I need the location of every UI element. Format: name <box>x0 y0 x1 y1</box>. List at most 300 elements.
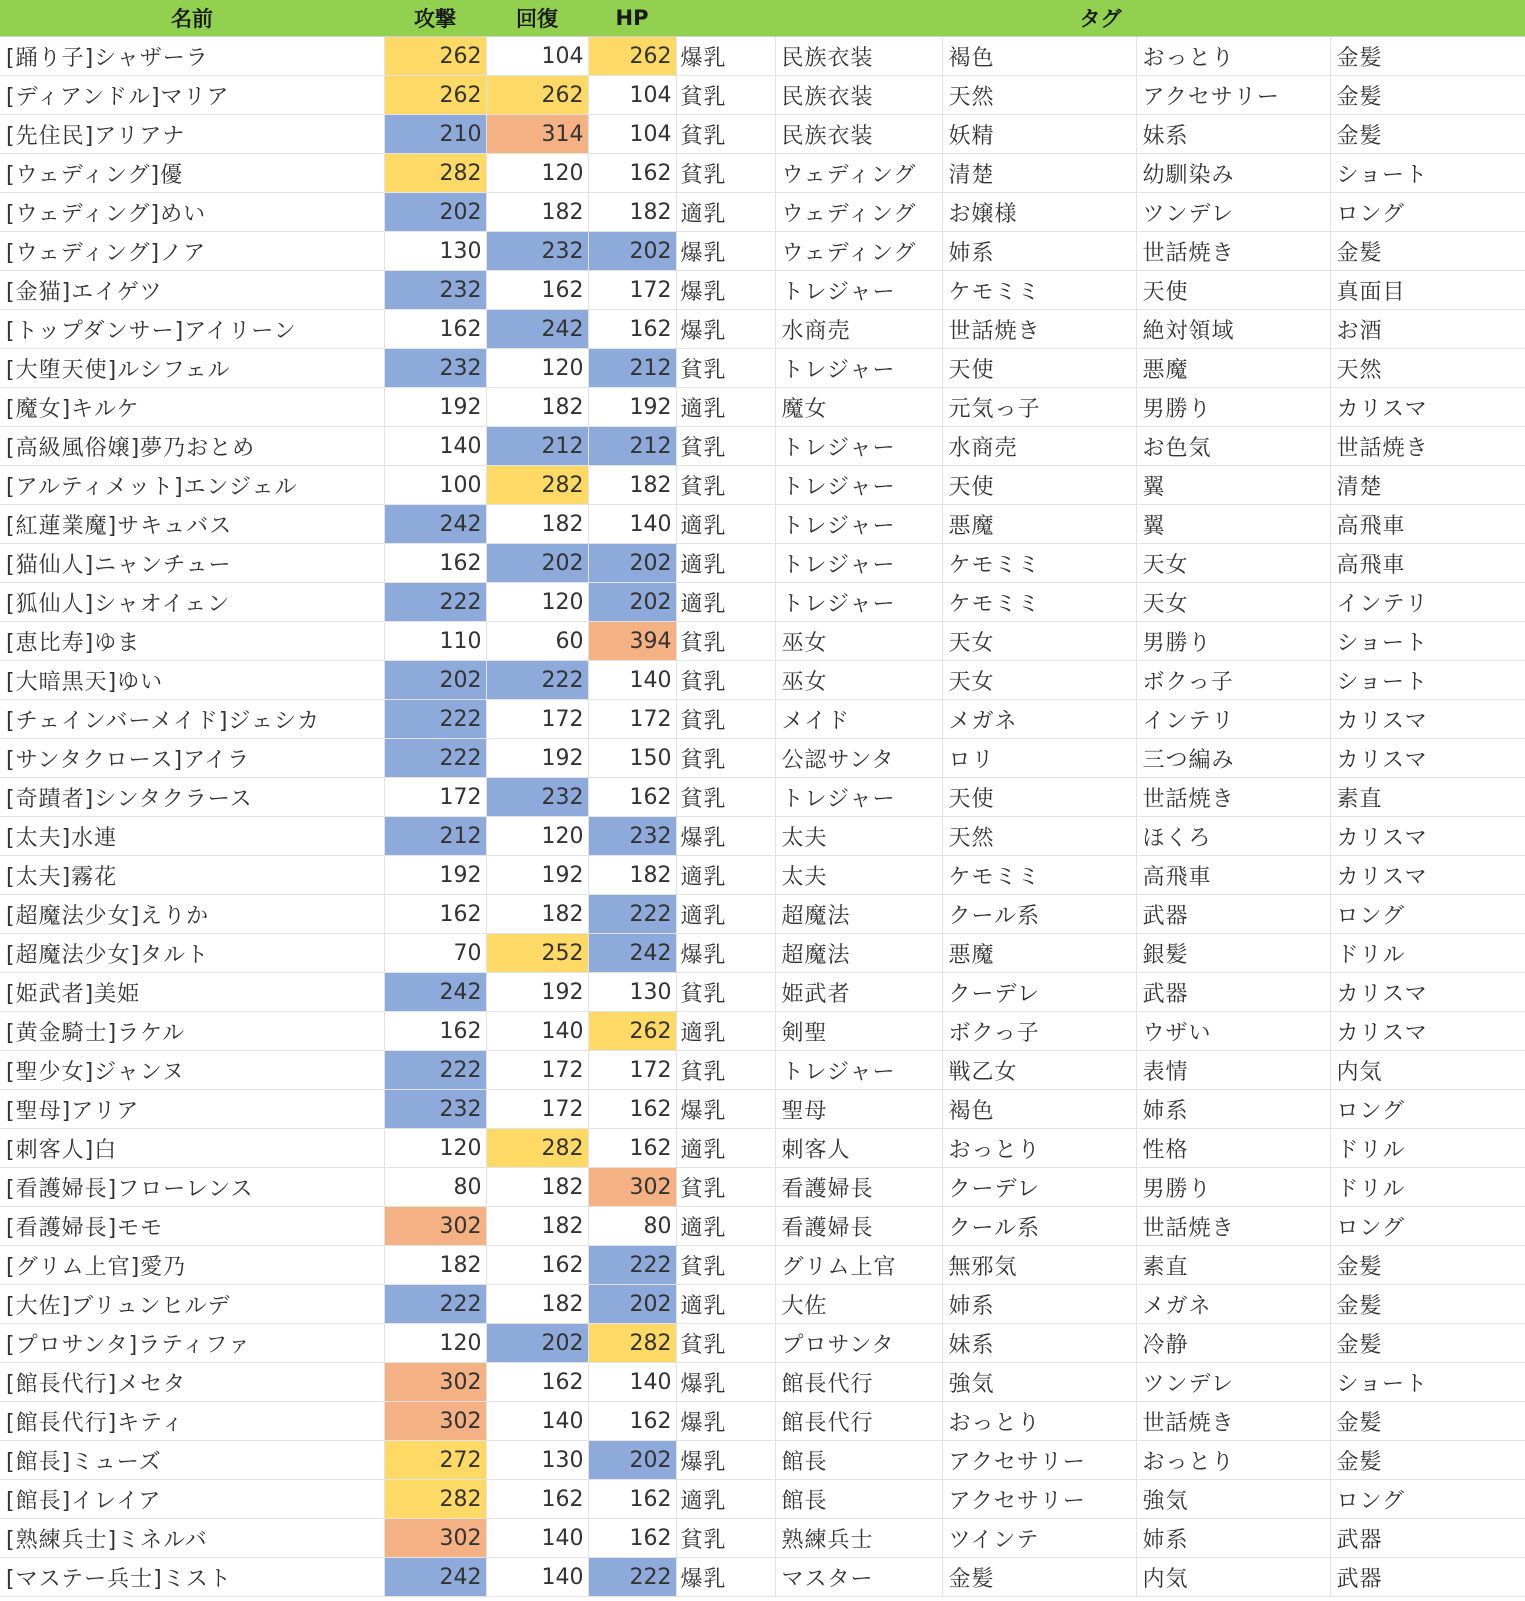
cell-heal[interactable]: 120 <box>486 817 588 856</box>
cell-hp[interactable]: 302 <box>588 1168 676 1207</box>
cell-tag-2[interactable]: クール系 <box>942 895 1136 934</box>
cell-tag-1[interactable]: 民族衣装 <box>775 37 942 76</box>
cell-tag-3[interactable]: 内気 <box>1136 1558 1330 1597</box>
cell-heal[interactable]: 182 <box>486 1168 588 1207</box>
cell-tag-4[interactable]: 高飛車 <box>1330 505 1525 544</box>
cell-hp[interactable]: 192 <box>588 388 676 427</box>
cell-name[interactable]: [金猫]エイゲツ <box>0 271 384 310</box>
cell-tag-2[interactable]: 姉系 <box>942 1285 1136 1324</box>
cell-atk[interactable]: 282 <box>384 154 486 193</box>
cell-tag-1[interactable]: トレジャー <box>775 778 942 817</box>
cell-hp[interactable]: 172 <box>588 700 676 739</box>
cell-bust[interactable]: 爆乳 <box>676 1558 775 1597</box>
cell-atk[interactable]: 192 <box>384 388 486 427</box>
cell-tag-1[interactable]: マスター <box>775 1558 942 1597</box>
cell-heal[interactable]: 262 <box>486 76 588 115</box>
cell-tag-2[interactable]: 褐色 <box>942 37 1136 76</box>
cell-atk[interactable]: 242 <box>384 505 486 544</box>
cell-tag-4[interactable]: ロング <box>1330 193 1525 232</box>
cell-tag-4[interactable]: 内気 <box>1330 1051 1525 1090</box>
cell-tag-1[interactable]: 館長 <box>775 1441 942 1480</box>
cell-tag-3[interactable]: ボクっ子 <box>1136 661 1330 700</box>
cell-name[interactable]: [奇蹟者]シンタクラース <box>0 778 384 817</box>
cell-tag-4[interactable]: ロング <box>1330 1480 1525 1519</box>
cell-tag-1[interactable]: 魔女 <box>775 388 942 427</box>
cell-name[interactable]: [狐仙人]シャオイェン <box>0 583 384 622</box>
cell-heal[interactable]: 120 <box>486 349 588 388</box>
cell-tag-1[interactable]: 超魔法 <box>775 934 942 973</box>
cell-hp[interactable]: 394 <box>588 622 676 661</box>
cell-tag-2[interactable]: クーデレ <box>942 973 1136 1012</box>
cell-tag-1[interactable]: 太夫 <box>775 856 942 895</box>
cell-tag-4[interactable]: カリスマ <box>1330 739 1525 778</box>
cell-tag-3[interactable]: 幼馴染み <box>1136 154 1330 193</box>
header-heal[interactable]: 回復 <box>486 0 588 37</box>
cell-tag-3[interactable]: 男勝り <box>1136 1168 1330 1207</box>
cell-tag-4[interactable]: 金髪 <box>1330 232 1525 271</box>
cell-tag-3[interactable]: 男勝り <box>1136 622 1330 661</box>
cell-bust[interactable]: 適乳 <box>676 388 775 427</box>
cell-atk[interactable]: 192 <box>384 856 486 895</box>
cell-hp[interactable]: 222 <box>588 895 676 934</box>
cell-hp[interactable]: 130 <box>588 973 676 1012</box>
cell-tag-4[interactable]: 武器 <box>1330 1519 1525 1558</box>
cell-heal[interactable]: 140 <box>486 1558 588 1597</box>
cell-atk[interactable]: 100 <box>384 466 486 505</box>
cell-tag-4[interactable]: 金髪 <box>1330 1285 1525 1324</box>
cell-name[interactable]: [館長代行]キティ <box>0 1402 384 1441</box>
cell-atk[interactable]: 120 <box>384 1324 486 1363</box>
cell-atk[interactable]: 222 <box>384 1285 486 1324</box>
cell-heal[interactable]: 130 <box>486 1441 588 1480</box>
header-tags[interactable]: タグ <box>676 0 1525 37</box>
cell-heal[interactable]: 162 <box>486 1363 588 1402</box>
cell-tag-1[interactable]: 聖母 <box>775 1090 942 1129</box>
cell-tag-1[interactable]: トレジャー <box>775 466 942 505</box>
cell-atk[interactable]: 222 <box>384 739 486 778</box>
cell-hp[interactable]: 202 <box>588 1285 676 1324</box>
cell-tag-2[interactable]: 戦乙女 <box>942 1051 1136 1090</box>
cell-heal[interactable]: 182 <box>486 388 588 427</box>
cell-atk[interactable]: 222 <box>384 700 486 739</box>
cell-tag-2[interactable]: 元気っ子 <box>942 388 1136 427</box>
cell-tag-3[interactable]: 男勝り <box>1136 388 1330 427</box>
cell-bust[interactable]: 貧乳 <box>676 622 775 661</box>
cell-tag-4[interactable]: ロング <box>1330 1090 1525 1129</box>
header-name[interactable]: 名前 <box>0 0 384 37</box>
cell-heal[interactable]: 252 <box>486 934 588 973</box>
cell-bust[interactable]: 貧乳 <box>676 1051 775 1090</box>
cell-atk[interactable]: 162 <box>384 310 486 349</box>
cell-name[interactable]: [黄金騎士]ラケル <box>0 1012 384 1051</box>
cell-name[interactable]: [トップダンサー]アイリーン <box>0 310 384 349</box>
cell-tag-3[interactable]: 銀髪 <box>1136 934 1330 973</box>
cell-tag-3[interactable]: 絶対領域 <box>1136 310 1330 349</box>
cell-heal[interactable]: 202 <box>486 544 588 583</box>
header-attack[interactable]: 攻撃 <box>384 0 486 37</box>
cell-name[interactable]: [ディアンドル]マリア <box>0 76 384 115</box>
cell-tag-1[interactable]: 館長 <box>775 1480 942 1519</box>
cell-tag-4[interactable]: カリスマ <box>1330 817 1525 856</box>
cell-tag-4[interactable]: カリスマ <box>1330 1012 1525 1051</box>
cell-name[interactable]: [館長代行]メセタ <box>0 1363 384 1402</box>
cell-tag-1[interactable]: 館長代行 <box>775 1402 942 1441</box>
cell-tag-3[interactable]: 世話焼き <box>1136 1207 1330 1246</box>
cell-heal[interactable]: 140 <box>486 1519 588 1558</box>
cell-hp[interactable]: 242 <box>588 934 676 973</box>
cell-bust[interactable]: 貧乳 <box>676 466 775 505</box>
cell-tag-3[interactable]: ツンデレ <box>1136 193 1330 232</box>
cell-bust[interactable]: 爆乳 <box>676 1363 775 1402</box>
cell-hp[interactable]: 140 <box>588 505 676 544</box>
cell-atk[interactable]: 232 <box>384 271 486 310</box>
cell-heal[interactable]: 182 <box>486 1285 588 1324</box>
cell-tag-4[interactable]: カリスマ <box>1330 973 1525 1012</box>
cell-atk[interactable]: 302 <box>384 1363 486 1402</box>
cell-name[interactable]: [刺客人]白 <box>0 1129 384 1168</box>
cell-bust[interactable]: 爆乳 <box>676 232 775 271</box>
cell-tag-2[interactable]: 天然 <box>942 76 1136 115</box>
cell-tag-4[interactable]: ショート <box>1330 622 1525 661</box>
cell-name[interactable]: [太夫]霧花 <box>0 856 384 895</box>
cell-hp[interactable]: 162 <box>588 778 676 817</box>
cell-atk[interactable]: 110 <box>384 622 486 661</box>
cell-heal[interactable]: 222 <box>486 661 588 700</box>
cell-atk[interactable]: 210 <box>384 115 486 154</box>
cell-tag-1[interactable]: 超魔法 <box>775 895 942 934</box>
cell-tag-3[interactable]: ツンデレ <box>1136 1363 1330 1402</box>
cell-hp[interactable]: 202 <box>588 583 676 622</box>
cell-heal[interactable]: 120 <box>486 583 588 622</box>
cell-hp[interactable]: 162 <box>588 310 676 349</box>
cell-tag-1[interactable]: トレジャー <box>775 427 942 466</box>
cell-name[interactable]: [アルティメット]エンジェル <box>0 466 384 505</box>
cell-heal[interactable]: 282 <box>486 466 588 505</box>
cell-tag-1[interactable]: ウェディング <box>775 154 942 193</box>
cell-tag-1[interactable]: 看護婦長 <box>775 1168 942 1207</box>
cell-tag-3[interactable]: 素直 <box>1136 1246 1330 1285</box>
cell-tag-2[interactable]: 妹系 <box>942 1324 1136 1363</box>
cell-bust[interactable]: 爆乳 <box>676 934 775 973</box>
cell-tag-1[interactable]: ウェディング <box>775 232 942 271</box>
cell-bust[interactable]: 爆乳 <box>676 310 775 349</box>
cell-bust[interactable]: 貧乳 <box>676 427 775 466</box>
cell-tag-4[interactable]: 天然 <box>1330 349 1525 388</box>
cell-atk[interactable]: 242 <box>384 1558 486 1597</box>
cell-atk[interactable]: 262 <box>384 76 486 115</box>
cell-tag-2[interactable]: ロリ <box>942 739 1136 778</box>
cell-bust[interactable]: 爆乳 <box>676 1402 775 1441</box>
cell-tag-1[interactable]: トレジャー <box>775 505 942 544</box>
cell-name[interactable]: [プロサンタ]ラティファ <box>0 1324 384 1363</box>
cell-bust[interactable]: 適乳 <box>676 193 775 232</box>
cell-tag-1[interactable]: トレジャー <box>775 544 942 583</box>
cell-atk[interactable]: 202 <box>384 193 486 232</box>
cell-heal[interactable]: 104 <box>486 37 588 76</box>
cell-hp[interactable]: 212 <box>588 427 676 466</box>
cell-tag-1[interactable]: 民族衣装 <box>775 115 942 154</box>
cell-tag-1[interactable]: 巫女 <box>775 622 942 661</box>
cell-tag-3[interactable]: アクセサリー <box>1136 76 1330 115</box>
cell-hp[interactable]: 222 <box>588 1246 676 1285</box>
cell-hp[interactable]: 172 <box>588 1051 676 1090</box>
cell-tag-2[interactable]: 天女 <box>942 661 1136 700</box>
cell-bust[interactable]: 貧乳 <box>676 154 775 193</box>
cell-tag-1[interactable]: 太夫 <box>775 817 942 856</box>
cell-tag-2[interactable]: 姉系 <box>942 232 1136 271</box>
cell-name[interactable]: [ウェディング]めい <box>0 193 384 232</box>
cell-atk[interactable]: 162 <box>384 895 486 934</box>
cell-name[interactable]: [高級風俗嬢]夢乃おとめ <box>0 427 384 466</box>
cell-tag-3[interactable]: 世話焼き <box>1136 232 1330 271</box>
cell-heal[interactable]: 202 <box>486 1324 588 1363</box>
cell-tag-3[interactable]: おっとり <box>1136 37 1330 76</box>
cell-hp[interactable]: 262 <box>588 37 676 76</box>
cell-tag-4[interactable]: 世話焼き <box>1330 427 1525 466</box>
cell-hp[interactable]: 150 <box>588 739 676 778</box>
cell-bust[interactable]: 適乳 <box>676 1012 775 1051</box>
cell-tag-3[interactable]: 世話焼き <box>1136 778 1330 817</box>
cell-tag-2[interactable]: 悪魔 <box>942 505 1136 544</box>
cell-hp[interactable]: 202 <box>588 232 676 271</box>
cell-tag-3[interactable]: 冷静 <box>1136 1324 1330 1363</box>
cell-bust[interactable]: 爆乳 <box>676 271 775 310</box>
cell-bust[interactable]: 貧乳 <box>676 661 775 700</box>
cell-name[interactable]: [看護婦長]モモ <box>0 1207 384 1246</box>
cell-tag-1[interactable]: 熟練兵士 <box>775 1519 942 1558</box>
cell-hp[interactable]: 162 <box>588 1480 676 1519</box>
cell-heal[interactable]: 182 <box>486 1207 588 1246</box>
cell-atk[interactable]: 242 <box>384 973 486 1012</box>
cell-heal[interactable]: 212 <box>486 427 588 466</box>
cell-name[interactable]: [紅蓮業魔]サキュバス <box>0 505 384 544</box>
cell-tag-2[interactable]: ケモミミ <box>942 544 1136 583</box>
cell-bust[interactable]: 適乳 <box>676 1480 775 1519</box>
cell-hp[interactable]: 104 <box>588 115 676 154</box>
cell-tag-1[interactable]: 館長代行 <box>775 1363 942 1402</box>
cell-bust[interactable]: 貧乳 <box>676 349 775 388</box>
cell-hp[interactable]: 202 <box>588 544 676 583</box>
cell-tag-4[interactable]: 素直 <box>1330 778 1525 817</box>
cell-name[interactable]: [チェインバーメイド]ジェシカ <box>0 700 384 739</box>
cell-tag-1[interactable]: 水商売 <box>775 310 942 349</box>
cell-atk[interactable]: 302 <box>384 1519 486 1558</box>
cell-bust[interactable]: 爆乳 <box>676 1441 775 1480</box>
cell-hp[interactable]: 140 <box>588 1363 676 1402</box>
cell-tag-1[interactable]: トレジャー <box>775 583 942 622</box>
cell-tag-2[interactable]: おっとり <box>942 1402 1136 1441</box>
cell-tag-3[interactable]: 姉系 <box>1136 1090 1330 1129</box>
cell-name[interactable]: [踊り子]シャザーラ <box>0 37 384 76</box>
cell-heal[interactable]: 162 <box>486 1246 588 1285</box>
cell-name[interactable]: [熟練兵士]ミネルバ <box>0 1519 384 1558</box>
cell-atk[interactable]: 222 <box>384 583 486 622</box>
cell-tag-2[interactable]: クーデレ <box>942 1168 1136 1207</box>
cell-hp[interactable]: 212 <box>588 349 676 388</box>
cell-tag-3[interactable]: 天使 <box>1136 271 1330 310</box>
cell-bust[interactable]: 貧乳 <box>676 700 775 739</box>
cell-tag-3[interactable]: 世話焼き <box>1136 1402 1330 1441</box>
cell-atk[interactable]: 222 <box>384 1051 486 1090</box>
cell-tag-1[interactable]: 公認サンタ <box>775 739 942 778</box>
cell-hp[interactable]: 182 <box>588 193 676 232</box>
cell-name[interactable]: [超魔法少女]えりか <box>0 895 384 934</box>
cell-tag-4[interactable]: ドリル <box>1330 1129 1525 1168</box>
cell-tag-2[interactable]: 天使 <box>942 466 1136 505</box>
cell-atk[interactable]: 302 <box>384 1207 486 1246</box>
cell-bust[interactable]: 適乳 <box>676 1129 775 1168</box>
cell-atk[interactable]: 262 <box>384 37 486 76</box>
cell-tag-3[interactable]: 武器 <box>1136 895 1330 934</box>
cell-name[interactable]: [先住民]アリアナ <box>0 115 384 154</box>
cell-name[interactable]: [マステー兵士]ミスト <box>0 1558 384 1597</box>
cell-bust[interactable]: 貧乳 <box>676 115 775 154</box>
cell-heal[interactable]: 192 <box>486 856 588 895</box>
cell-tag-4[interactable]: 真面目 <box>1330 271 1525 310</box>
cell-tag-1[interactable]: グリム上官 <box>775 1246 942 1285</box>
cell-tag-1[interactable]: 姫武者 <box>775 973 942 1012</box>
cell-name[interactable]: [姫武者]美姫 <box>0 973 384 1012</box>
cell-tag-3[interactable]: 表情 <box>1136 1051 1330 1090</box>
cell-bust[interactable]: 適乳 <box>676 1207 775 1246</box>
cell-name[interactable]: [大堕天使]ルシフェル <box>0 349 384 388</box>
cell-tag-2[interactable]: 強気 <box>942 1363 1136 1402</box>
cell-atk[interactable]: 80 <box>384 1168 486 1207</box>
cell-tag-3[interactable]: 武器 <box>1136 973 1330 1012</box>
cell-hp[interactable]: 222 <box>588 1558 676 1597</box>
cell-tag-3[interactable]: 性格 <box>1136 1129 1330 1168</box>
cell-tag-4[interactable]: 高飛車 <box>1330 544 1525 583</box>
cell-tag-4[interactable]: ショート <box>1330 154 1525 193</box>
cell-hp[interactable]: 162 <box>588 1402 676 1441</box>
cell-tag-2[interactable]: 悪魔 <box>942 934 1136 973</box>
cell-tag-4[interactable]: インテリ <box>1330 583 1525 622</box>
cell-tag-3[interactable]: インテリ <box>1136 700 1330 739</box>
cell-tag-3[interactable]: おっとり <box>1136 1441 1330 1480</box>
cell-tag-3[interactable]: 姉系 <box>1136 1519 1330 1558</box>
cell-tag-4[interactable]: ロング <box>1330 1207 1525 1246</box>
cell-tag-2[interactable]: 褐色 <box>942 1090 1136 1129</box>
cell-tag-2[interactable]: ケモミミ <box>942 583 1136 622</box>
cell-tag-2[interactable]: アクセサリー <box>942 1480 1136 1519</box>
cell-tag-2[interactable]: 天女 <box>942 622 1136 661</box>
cell-name[interactable]: [魔女]キルケ <box>0 388 384 427</box>
cell-tag-4[interactable]: カリスマ <box>1330 388 1525 427</box>
cell-tag-1[interactable]: メイド <box>775 700 942 739</box>
cell-heal[interactable]: 172 <box>486 1051 588 1090</box>
cell-hp[interactable]: 202 <box>588 1441 676 1480</box>
cell-heal[interactable]: 192 <box>486 739 588 778</box>
cell-bust[interactable]: 適乳 <box>676 895 775 934</box>
cell-hp[interactable]: 140 <box>588 661 676 700</box>
cell-name[interactable]: [恵比寿]ゆま <box>0 622 384 661</box>
cell-bust[interactable]: 貧乳 <box>676 739 775 778</box>
cell-name[interactable]: [超魔法少女]タルト <box>0 934 384 973</box>
cell-tag-4[interactable]: ショート <box>1330 1363 1525 1402</box>
cell-tag-2[interactable]: 金髪 <box>942 1558 1136 1597</box>
cell-tag-4[interactable]: 金髪 <box>1330 37 1525 76</box>
cell-hp[interactable]: 80 <box>588 1207 676 1246</box>
cell-tag-3[interactable]: 悪魔 <box>1136 349 1330 388</box>
cell-tag-4[interactable]: ロング <box>1330 895 1525 934</box>
cell-heal[interactable]: 182 <box>486 193 588 232</box>
cell-heal[interactable]: 232 <box>486 778 588 817</box>
cell-tag-1[interactable]: 刺客人 <box>775 1129 942 1168</box>
cell-atk[interactable]: 140 <box>384 427 486 466</box>
cell-tag-4[interactable]: 武器 <box>1330 1558 1525 1597</box>
cell-tag-3[interactable]: 三つ編み <box>1136 739 1330 778</box>
cell-name[interactable]: [大暗黒天]ゆい <box>0 661 384 700</box>
cell-heal[interactable]: 182 <box>486 895 588 934</box>
header-hp[interactable]: HP <box>588 0 676 37</box>
cell-tag-2[interactable]: クール系 <box>942 1207 1136 1246</box>
cell-bust[interactable]: 適乳 <box>676 505 775 544</box>
cell-heal[interactable]: 232 <box>486 232 588 271</box>
cell-tag-2[interactable]: 清楚 <box>942 154 1136 193</box>
cell-heal[interactable]: 172 <box>486 1090 588 1129</box>
cell-tag-3[interactable]: 妹系 <box>1136 115 1330 154</box>
cell-hp[interactable]: 162 <box>588 1519 676 1558</box>
cell-bust[interactable]: 爆乳 <box>676 37 775 76</box>
cell-atk[interactable]: 282 <box>384 1480 486 1519</box>
cell-tag-3[interactable]: お色気 <box>1136 427 1330 466</box>
cell-tag-1[interactable]: 民族衣装 <box>775 76 942 115</box>
cell-heal[interactable]: 172 <box>486 700 588 739</box>
cell-atk[interactable]: 70 <box>384 934 486 973</box>
cell-atk[interactable]: 302 <box>384 1402 486 1441</box>
cell-bust[interactable]: 爆乳 <box>676 1090 775 1129</box>
cell-tag-4[interactable]: 金髪 <box>1330 1246 1525 1285</box>
cell-atk[interactable]: 272 <box>384 1441 486 1480</box>
cell-atk[interactable]: 162 <box>384 1012 486 1051</box>
cell-atk[interactable]: 182 <box>384 1246 486 1285</box>
cell-tag-4[interactable]: 金髪 <box>1330 1441 1525 1480</box>
cell-tag-1[interactable]: トレジャー <box>775 1051 942 1090</box>
cell-tag-1[interactable]: トレジャー <box>775 349 942 388</box>
cell-tag-3[interactable]: ほくろ <box>1136 817 1330 856</box>
cell-heal[interactable]: 140 <box>486 1012 588 1051</box>
cell-tag-3[interactable]: 天女 <box>1136 544 1330 583</box>
cell-tag-2[interactable]: ツインテ <box>942 1519 1136 1558</box>
cell-tag-3[interactable]: ウザい <box>1136 1012 1330 1051</box>
cell-tag-2[interactable]: 天使 <box>942 778 1136 817</box>
cell-name[interactable]: [グリム上官]愛乃 <box>0 1246 384 1285</box>
cell-name[interactable]: [ウェディング]ノア <box>0 232 384 271</box>
cell-tag-1[interactable]: 看護婦長 <box>775 1207 942 1246</box>
cell-bust[interactable]: 貧乳 <box>676 973 775 1012</box>
cell-hp[interactable]: 282 <box>588 1324 676 1363</box>
cell-tag-3[interactable]: メガネ <box>1136 1285 1330 1324</box>
cell-tag-2[interactable]: おっとり <box>942 1129 1136 1168</box>
cell-tag-3[interactable]: 天女 <box>1136 583 1330 622</box>
cell-tag-2[interactable]: ケモミミ <box>942 856 1136 895</box>
cell-heal[interactable]: 242 <box>486 310 588 349</box>
cell-hp[interactable]: 182 <box>588 856 676 895</box>
cell-bust[interactable]: 貧乳 <box>676 1324 775 1363</box>
cell-tag-1[interactable]: プロサンタ <box>775 1324 942 1363</box>
cell-tag-3[interactable]: 高飛車 <box>1136 856 1330 895</box>
cell-name[interactable]: [ウェディング]優 <box>0 154 384 193</box>
cell-bust[interactable]: 貧乳 <box>676 76 775 115</box>
cell-bust[interactable]: 貧乳 <box>676 1519 775 1558</box>
cell-heal[interactable]: 162 <box>486 1480 588 1519</box>
cell-atk[interactable]: 120 <box>384 1129 486 1168</box>
cell-atk[interactable]: 130 <box>384 232 486 271</box>
cell-tag-2[interactable]: ボクっ子 <box>942 1012 1136 1051</box>
cell-heal[interactable]: 60 <box>486 622 588 661</box>
cell-tag-3[interactable]: 翼 <box>1136 466 1330 505</box>
cell-bust[interactable]: 適乳 <box>676 856 775 895</box>
